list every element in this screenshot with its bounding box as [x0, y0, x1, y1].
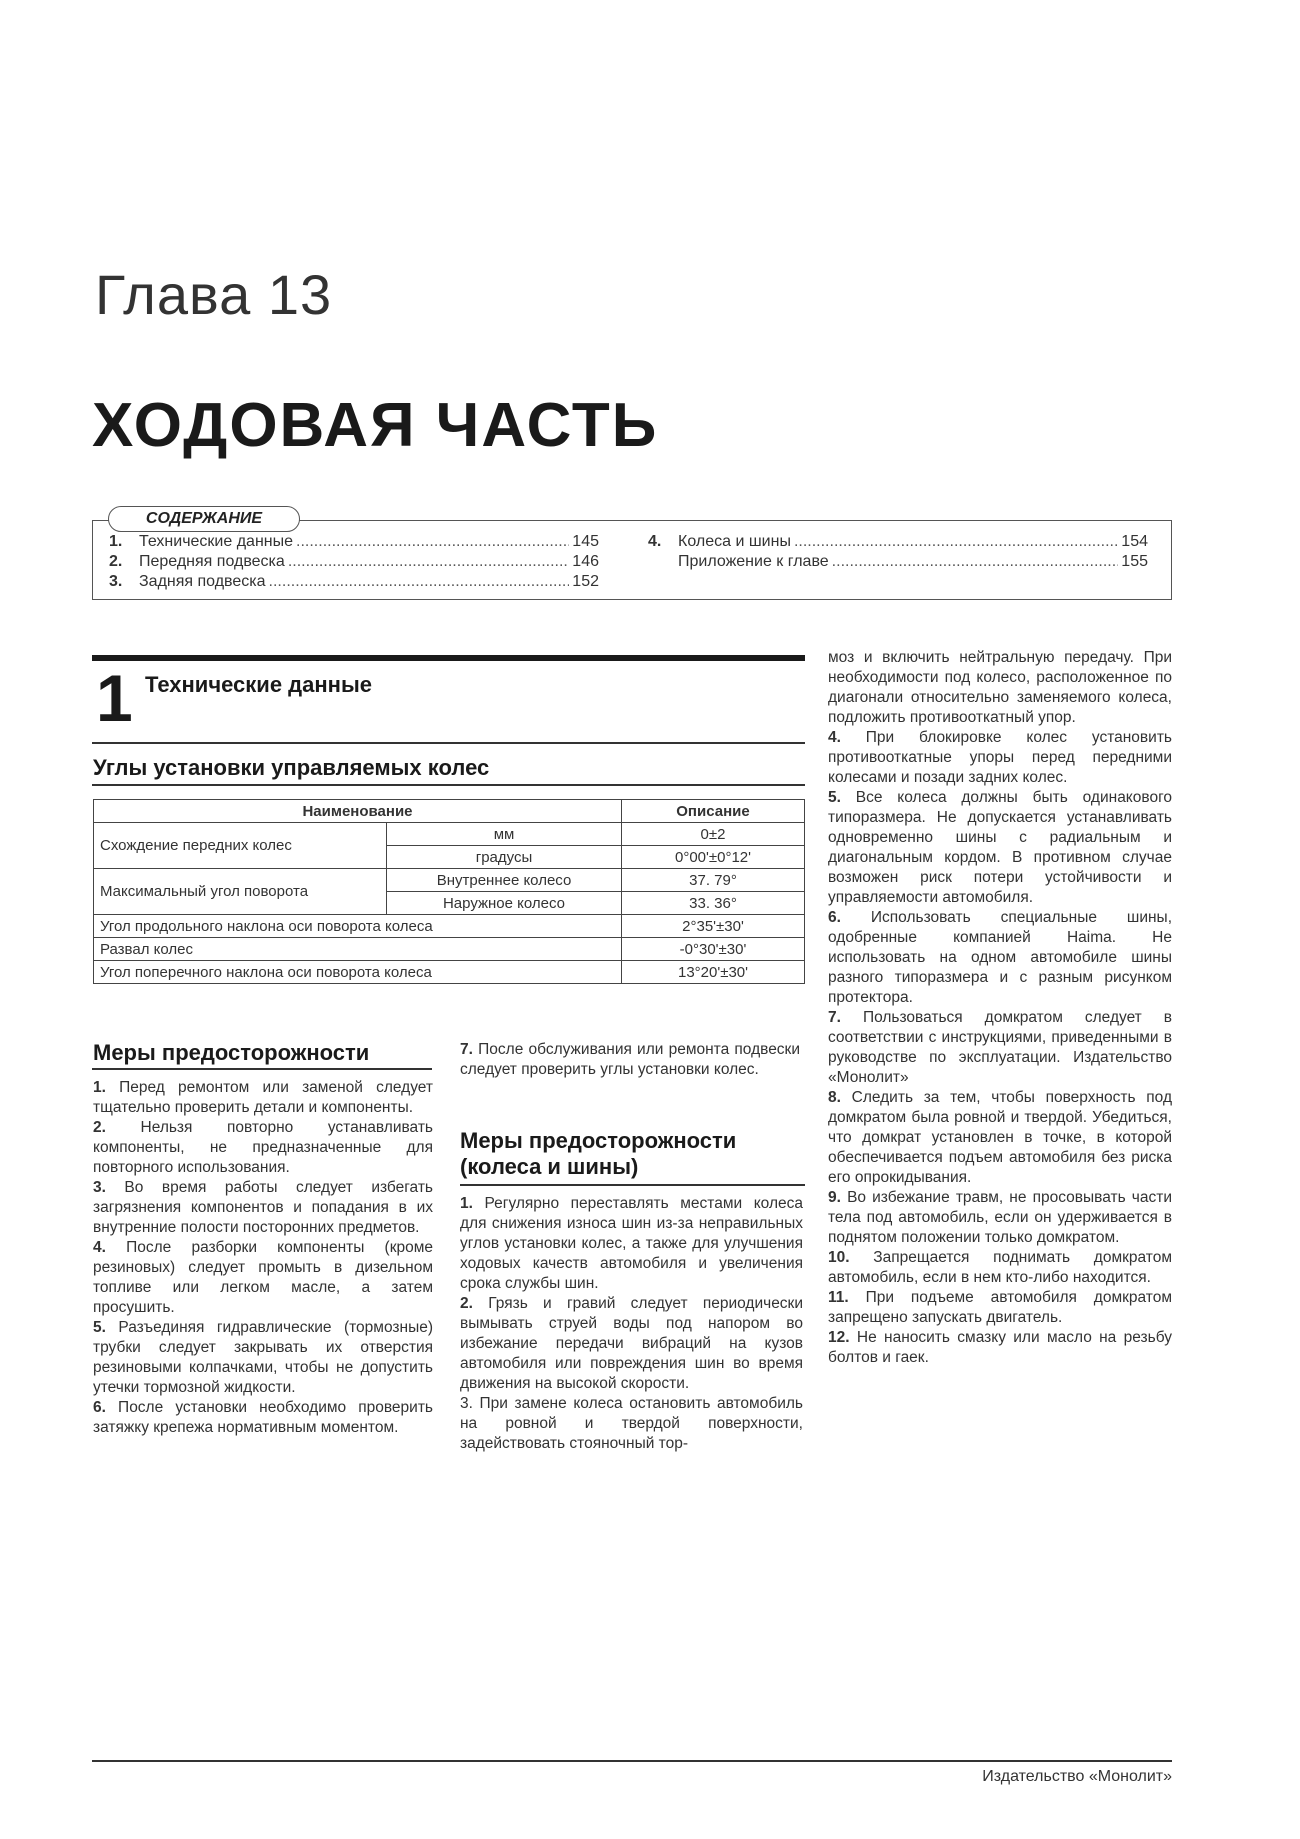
- table-row: [94, 938, 805, 961]
- wheel-precautions-heading: [460, 1128, 805, 1180]
- contents-tab: СОДЕРЖАНИЕ: [108, 506, 300, 532]
- toc-number: 1.: [109, 533, 123, 550]
- cell-name: Схождение передних колес: [94, 823, 387, 869]
- toc-leader: [288, 552, 569, 572]
- cell-value: 37. 79°: [622, 869, 805, 892]
- wheel-precautions-list-col3: [828, 648, 1172, 1368]
- cell-value: 33. 36°: [622, 892, 805, 915]
- toc-entry[interactable]: [109, 532, 599, 552]
- table-row: [94, 961, 805, 984]
- list-item: 8. Следить за тем, чтобы поверхность под домкратом была ровной и твердой. Убедиться, что домкрат установлен в точке, в которой обеспечивается подъем автомобиля без риска его опрокидывания.: [828, 1089, 1173, 1186]
- table-row: [94, 869, 805, 892]
- toc-entry[interactable]: [109, 552, 599, 572]
- cell-subname: Внутреннее колесо: [387, 869, 622, 892]
- cell-value: 13°20'±30': [622, 961, 805, 984]
- toc-entry[interactable]: [648, 552, 1148, 572]
- section-top-bar: [92, 655, 805, 661]
- cell-name: Угол продольного наклона оси поворота колеса: [94, 915, 622, 938]
- column-header: Описание: [622, 800, 805, 823]
- column-header: Наименование: [94, 800, 622, 823]
- cell-value: 0°00'±0°12': [622, 846, 805, 869]
- list-item: 3. Во время работы следует избегать загрязнения компонентов и попадания в их внутренние полости посторонних предметов.: [93, 1179, 433, 1236]
- cell-value: -0°30'±30': [622, 938, 805, 961]
- table-row: [94, 823, 805, 846]
- contents-box: [92, 520, 1172, 600]
- toc-title: Технические данные: [139, 533, 294, 550]
- toc-leader: [296, 532, 569, 552]
- cell-subname: Наружное колесо: [387, 892, 622, 915]
- list-item: 3. При замене колеса остановить автомобиль на ровной и твердой поверхности, задействовать стояночный тор-: [460, 1395, 803, 1452]
- list-item: 2. Грязь и гравий следует периодически вымывать струей воды под напором во избежание передачи вибраций на кузов автомобиля или повреждения шин во время движения на высокой скорости.: [460, 1295, 804, 1392]
- cell-name: Максимальный угол поворота: [94, 869, 387, 915]
- cell-name: Развал колес: [94, 938, 622, 961]
- list-item: 5. Все колеса должны быть одинакового типоразмера. Не допускается устанавливать одновременно шины с радиальным и диагональным кордом. В противном случае возможен риск потери устойчивости и управляемости автомобиля.: [828, 789, 1173, 906]
- toc-entry[interactable]: [109, 572, 599, 592]
- toc-number: 3.: [109, 573, 123, 590]
- wheel-precautions-list-col2: [460, 1194, 803, 1454]
- section-divider: [92, 742, 805, 744]
- toc-title: Задняя подвеска: [139, 573, 266, 590]
- cell-name: Угол поперечного наклона оси поворота колеса: [94, 961, 622, 984]
- list-item: 2. Нельзя повторно устанавливать компоненты, не предназначенные для повторного использования.: [93, 1119, 433, 1176]
- heading-line: (колеса и шины): [460, 1154, 639, 1179]
- list-item: 1. Перед ремонтом или заменой следует тщательно проверить детали и компоненты.: [93, 1079, 434, 1116]
- cell-subname: мм: [387, 823, 622, 846]
- list-item: моз и включить нейтральную передачу. При необходимости под колесо, расположенное по диагонали относительно заменяемого колеса, подложить противооткатный упор.: [828, 649, 1172, 726]
- toc-page: 155: [1121, 553, 1148, 570]
- table-row: [94, 915, 805, 938]
- toc-title: Передняя подвеска: [139, 553, 285, 570]
- toc-number: 4.: [648, 533, 662, 550]
- list-item: 12. Не наносить смазку или масло на резьбу болтов и гаек.: [828, 1329, 1172, 1366]
- toc-number: [648, 552, 678, 572]
- precautions-heading: Меры предосторожности: [93, 1040, 370, 1065]
- toc-page: 152: [572, 573, 599, 590]
- toc-page: 146: [572, 553, 599, 570]
- wheel-angles-table: [93, 799, 805, 984]
- cell-value: 0±2: [622, 823, 805, 846]
- list-item: 9. Во избежание травм, не просовывать части тела под автомобиль, если он удерживается в поднятом положении только домкратом.: [828, 1189, 1172, 1246]
- heading-rule: [92, 1068, 432, 1070]
- toc-title: Приложение к главе: [678, 553, 829, 570]
- toc-entry[interactable]: [648, 532, 1148, 552]
- chapter-label: Глава 13: [95, 263, 333, 326]
- cell-subname: градусы: [387, 846, 622, 869]
- list-item: 10. Запрещается поднимать домкратом автомобиль, если в нем кто-либо находится.: [828, 1249, 1172, 1286]
- heading-rule: [92, 784, 805, 786]
- heading-rule: [460, 1184, 805, 1186]
- toc-leader: [269, 572, 570, 592]
- wheel-angles-heading: Углы установки управляемых колес: [93, 755, 490, 780]
- section-title: Технические данные: [145, 672, 372, 697]
- precautions-continued: [460, 1040, 800, 1080]
- toc-leader: [794, 532, 1118, 552]
- section-number: 1: [96, 661, 133, 735]
- cell-value: 2°35'±30': [622, 915, 805, 938]
- list-item: 4. После разборки компоненты (кроме резиновых) следует промыть в дизельном топливе или легком масле, а затем просушить.: [93, 1239, 434, 1316]
- toc-number: 2.: [109, 553, 123, 570]
- list-item: 6. После установки необходимо проверить затяжку крепежа нормативным моментом.: [93, 1399, 434, 1436]
- toc-page: 145: [572, 533, 599, 550]
- list-item: 6. Использовать специальные шины, одобренные компанией Haima. Не использовать на одном автомобиле шины разного типоразмера и с разным рисунком протектора.: [828, 909, 1172, 1006]
- toc-leader: [832, 552, 1119, 572]
- footer-publisher: Издательство «Монолит»: [982, 1768, 1172, 1785]
- toc-page: 154: [1121, 533, 1148, 550]
- precautions-list: [93, 1078, 433, 1438]
- list-item: 5. Разъединяя гидравлические (тормозные) трубки следует закрывать их отверстия резиновыми колпачками, чтобы не допустить утечки тормозной жидкости.: [93, 1319, 433, 1396]
- list-item: 7. После обслуживания или ремонта подвески следует проверить углы установки колес.: [460, 1041, 800, 1078]
- list-item: 1. Регулярно переставлять местами колеса для снижения износа шин из-за неправильных углов установки колес, а также для улучшения ходовых качеств автомобиля и увеличения срока службы шин.: [460, 1195, 803, 1292]
- toc-title: Колеса и шины: [678, 533, 791, 550]
- footer-rule: [92, 1760, 1172, 1762]
- list-item: 7. Пользоваться домкратом следует в соответствии с инструкциями, приведенными в руководстве по эксплуатации. Издательство «Монолит»: [828, 1009, 1172, 1086]
- chapter-title: ХОДОВАЯ ЧАСТЬ: [92, 391, 659, 460]
- table-header-row: [94, 800, 805, 823]
- heading-line: Меры предосторожности: [460, 1128, 737, 1153]
- list-item: 4. При блокировке колес установить противооткатные упоры перед передними колесами и позади задних колес.: [828, 729, 1172, 786]
- list-item: 11. При подъеме автомобиля домкратом запрещено запускать двигатель.: [828, 1289, 1172, 1326]
